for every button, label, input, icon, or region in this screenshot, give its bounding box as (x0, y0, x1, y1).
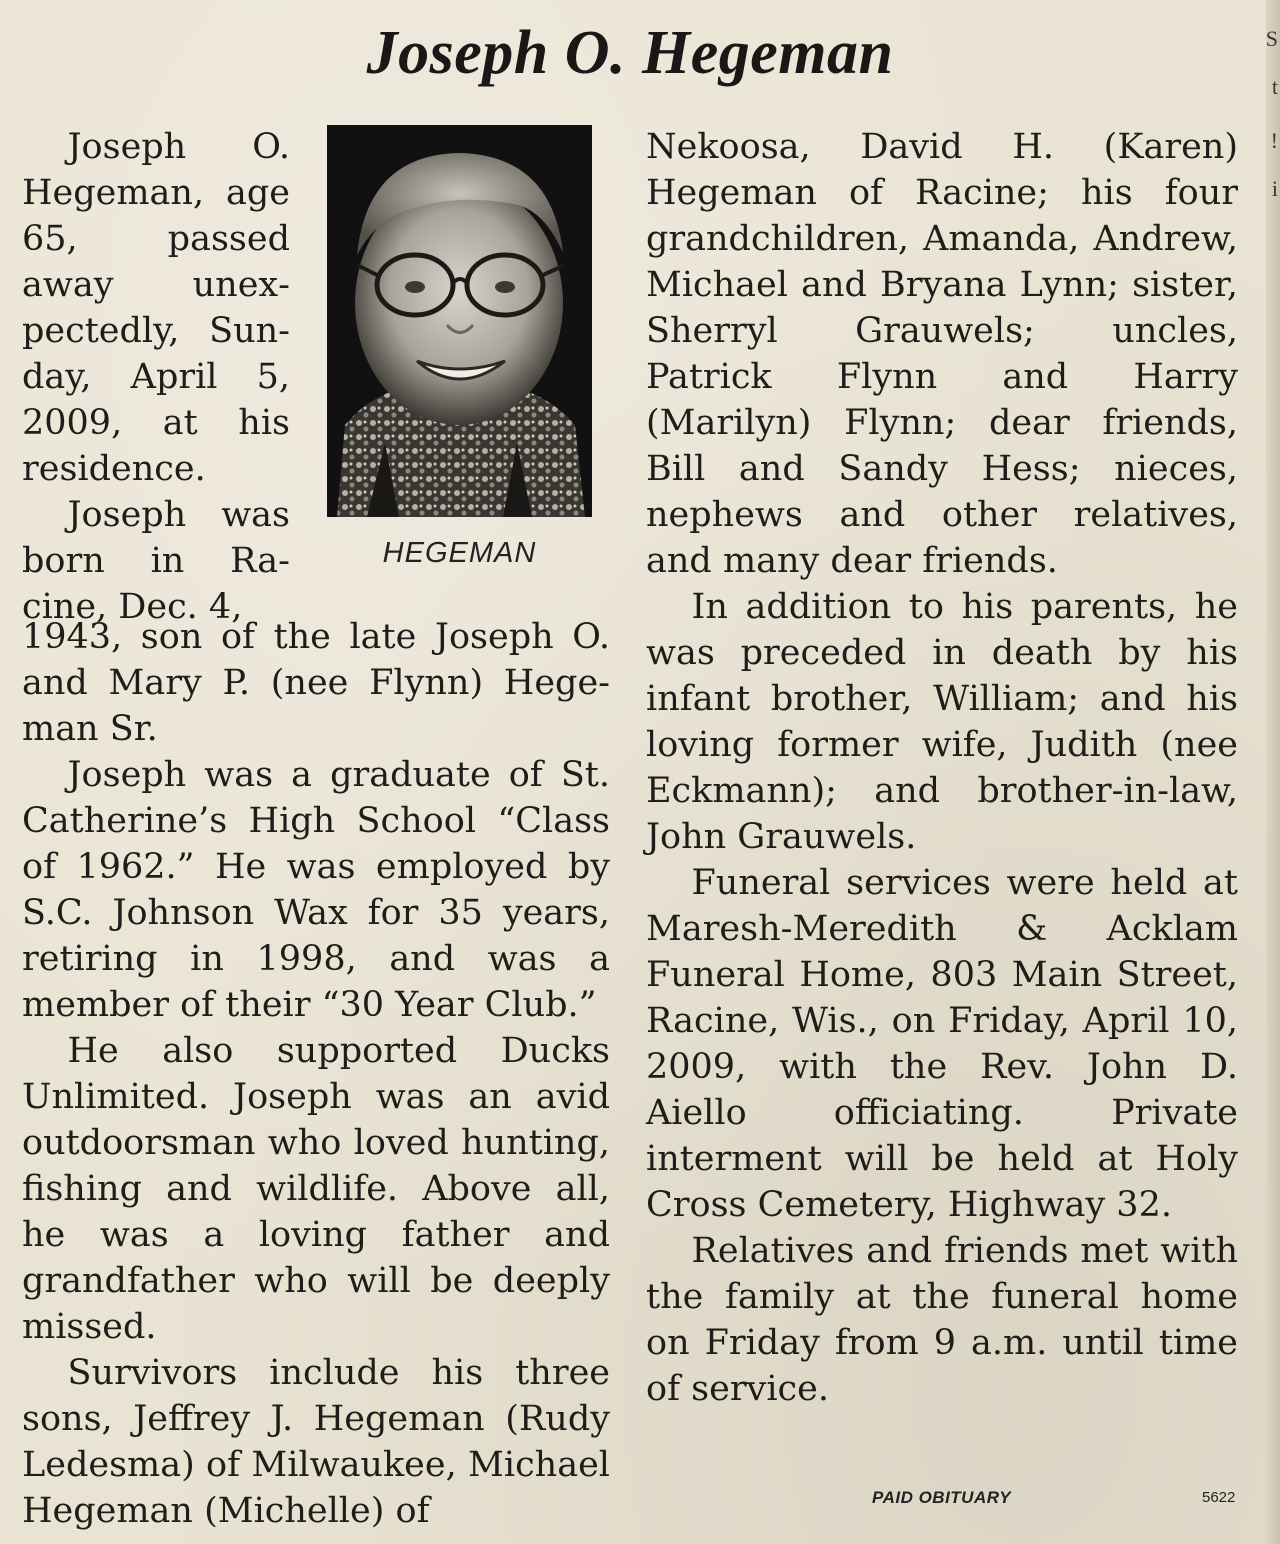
interests-paragraph: He also supported Ducks Unlimited. Joseph was an avid outdoorsman who loved hunting, fishing and wildlife. Above all, he was a loving father and grandfather who will be deeply missed. (22, 1031, 610, 1347)
edge-fragment-char: i (1271, 176, 1278, 201)
survivors-paragraph-start: Survivors include his three sons, Jeffrey J. Hegeman (Rudy Ledesma) of Milwaukee, Michael Hegeman (Michelle) of (22, 1353, 610, 1531)
survivors-paragraph-end: Nekoosa, David H. (Karen) Hegeman of Racine; his four grandchildren, Amanda, Andrew, Michael and Bryana Lynn; sister, Sherryl Grauwels; uncles, Patrick Flynn and Harry (Marilyn) Flynn; dear friends, Bill and Sandy Hess; nieces, nephews and other relatives, and many dear friends. (646, 127, 1238, 581)
birth-paragraph-start: Joseph was born in Racine, Dec. 4, (22, 495, 290, 627)
intro-paragraph: Joseph O. Hegeman, age 65, passed away unexpectedly, Sunday, April 5, 2009, at his residence. (22, 127, 290, 489)
right-column (646, 124, 1238, 1412)
obituary-headline: Joseph O. Hegeman (366, 19, 894, 87)
funeral-services-paragraph: Funeral services were held at Maresh-Meredith & Acklam Funeral Home, 803 Main Street, Racine, Wis., on Friday, April 10, 2009, with the Rev. John D. Aiello officiating. Private interment will be held at Holy Cross Cemetery, Highway 32. (646, 863, 1238, 1225)
education-employment-paragraph: Joseph was a graduate of St. Catherine’s High School “Class of 1962.” He was employed by S.C. Johnson Wax for 35 years, retiring in 1998, and was a member of their “30 Year Club.” (22, 755, 610, 1025)
portrait-illustration (327, 125, 592, 517)
portrait-photo (327, 125, 592, 517)
birth-paragraph-end: 1943, son of the late Joseph O. and Mary P. (nee Flynn) Hegeman Sr. (22, 617, 610, 749)
ad-number: 5622 (1202, 1489, 1236, 1506)
left-column-top (22, 124, 290, 630)
visitation-paragraph: Relatives and friends met with the family at the funeral home on Friday from 9 a.m. until time of service. (646, 1231, 1238, 1409)
adjacent-column-edge (1266, 0, 1280, 1544)
paid-obituary-label: PAID OBITUARY (872, 1488, 1012, 1507)
photo-caption: HEGEMAN (382, 537, 537, 569)
edge-fragment-char: t (1271, 74, 1278, 99)
edge-fragment-char: S (1265, 26, 1278, 51)
edge-fragment-char: ! (1270, 128, 1278, 153)
left-column (22, 614, 610, 1534)
preceded-in-death-paragraph: In addition to his parents, he was preceded in death by his infant brother, William; and his loving former wife, Judith (nee Eckmann); and brother-in-law, John Grauwels. (646, 587, 1238, 857)
